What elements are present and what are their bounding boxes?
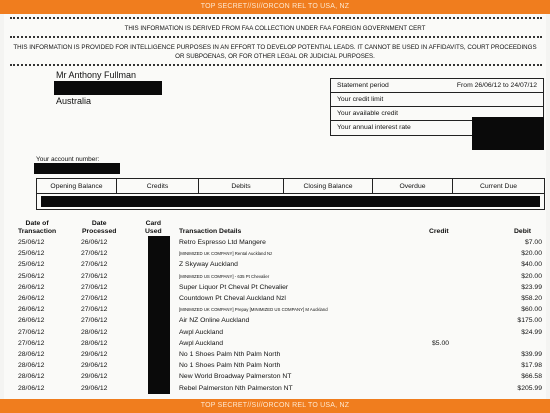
available-credit-label: Your available credit	[337, 110, 398, 117]
account-number-label: Your account number:	[36, 156, 100, 163]
summary-header-debits: Debits	[199, 179, 284, 193]
tx-date: 28/06/12	[18, 362, 45, 370]
redacted-summary-values	[41, 196, 540, 207]
tx-date: 25/06/12	[18, 250, 45, 258]
divider-top	[10, 17, 542, 20]
tx-processed-date: 26/06/12	[81, 239, 108, 246]
statement-page	[4, 14, 546, 399]
divider-middle	[10, 36, 542, 39]
tx-processed-date: 27/06/12	[81, 317, 108, 325]
classification-banner-top: TOP SECRET//SI//ORCON REL TO USA, NZ	[0, 0, 550, 14]
tx-credit: $5.00	[432, 339, 450, 347]
tx-header-credit: Credit	[429, 228, 449, 235]
tx-debit: $66.58	[521, 373, 542, 381]
tx-debit: $60.00	[521, 306, 542, 314]
table-row	[4, 259, 546, 270]
table-row	[4, 293, 546, 304]
tx-date: 25/06/12	[18, 239, 45, 246]
tx-processed-date: 29/06/12	[81, 384, 108, 392]
tx-date: 28/06/12	[18, 384, 45, 392]
summary-header-opening-balance: Opening Balance	[37, 179, 117, 193]
tx-details: [MINIMIZED UK COMPANY] Rental Auckland Nz	[179, 251, 273, 257]
table-row	[4, 360, 546, 371]
interest-rate-label: Your annual interest rate	[337, 124, 411, 131]
summary-header-closing-balance: Closing Balance	[284, 179, 373, 193]
tx-details: New World Broadway Palmerston NT	[179, 373, 292, 381]
tx-processed-date: 27/06/12	[81, 250, 108, 258]
table-row	[4, 371, 546, 382]
redacted-account-number	[34, 163, 120, 174]
tx-date: 25/06/12	[18, 272, 45, 280]
tx-debit: $24.99	[521, 328, 542, 336]
summary-header-overdue: Overdue	[373, 179, 453, 193]
tx-header-date: Date of Transaction	[18, 220, 57, 235]
tx-date: 27/06/12	[18, 328, 45, 336]
tx-details: No 1 Shoes Palm Nth Palm North	[179, 362, 281, 370]
table-row	[4, 304, 546, 315]
table-row	[4, 282, 546, 293]
tx-date: 28/06/12	[18, 373, 45, 381]
table-row	[4, 338, 546, 349]
tx-details: Rebel Palmerston Nth Palmerston NT	[179, 384, 293, 392]
credit-limit-label: Your credit limit	[337, 96, 384, 103]
tx-debit: $7.00	[524, 239, 542, 246]
tx-processed-date: 27/06/12	[81, 261, 108, 269]
table-row	[4, 315, 546, 326]
tx-processed-date: 27/06/12	[81, 306, 108, 314]
tx-header-card: Card Used	[145, 220, 162, 235]
summary-header-current-due: Current Due	[479, 183, 518, 190]
customer-country: Australia	[56, 96, 92, 106]
divider-bottom	[10, 64, 542, 67]
statement-period-row	[331, 79, 543, 93]
table-row	[4, 271, 546, 282]
tx-processed-date: 29/06/12	[81, 351, 108, 358]
tx-processed-date: 27/06/12	[81, 283, 108, 291]
tx-processed-date: 27/06/12	[81, 272, 108, 280]
tx-debit: $58.20	[521, 295, 542, 302]
table-row	[4, 237, 546, 248]
tx-debit: $205.99	[517, 384, 542, 392]
statement-period-value: From 26/06/12 to 24/07/12	[456, 82, 537, 89]
tx-debit: $20.00	[521, 272, 542, 280]
tx-debit: $20.00	[521, 250, 542, 258]
tx-processed-date: 29/06/12	[81, 362, 108, 370]
tx-debit: $17.98	[521, 362, 542, 370]
tx-header-debit: Debit	[514, 228, 531, 235]
table-row	[4, 349, 546, 360]
tx-debit: $39.99	[521, 351, 542, 358]
usage-notice-line2: OR SUBPOENAS, OR FOR OTHER LEGAL OR JUDICIAL PURPOSES.	[175, 53, 375, 60]
tx-header-processed: Date Processed	[82, 220, 117, 235]
tx-processed-date: 28/06/12	[81, 328, 108, 336]
tx-debit: $175.00	[517, 317, 542, 325]
tx-date: 26/06/12	[18, 317, 45, 325]
credit-limit-row	[331, 93, 543, 107]
table-row	[4, 383, 546, 394]
tx-details: Z Skyway Auckland	[179, 261, 238, 269]
customer-name: Mr Anthony Fullman	[56, 70, 137, 80]
tx-details: Countdown Pt Cheval Auckland Nzl	[179, 295, 286, 302]
tx-processed-date: 27/06/12	[81, 295, 108, 302]
collection-notice: THIS INFORMATION IS DERIVED FROM FAA COLLECTION UNDER FAA FOREIGN GOVERNMENT CERT	[124, 25, 426, 32]
tx-header-details: Transaction Details	[179, 228, 242, 235]
tx-date: 25/06/12	[18, 261, 45, 269]
tx-details: Awpl Auckland	[179, 328, 224, 336]
tx-details: [MINIMIZED UK COMPANY] Prepay [MINIMIZED US COMPANY] M Auckland	[179, 307, 328, 313]
tx-details: Air NZ Online Auckland	[179, 317, 250, 325]
tx-date: 26/06/12	[18, 283, 45, 291]
tx-details: [MINIMIZED US COMPANY] - 635 Pt Chevalier	[179, 273, 270, 279]
usage-notice-line1: THIS INFORMATION IS PROVIDED FOR INTELLIGENCE PURPOSES IN AN EFFORT TO DEVELOP POTENTIAL LEADS. IT CANNOT BE USED IN AFFIDAVITS, COURT PROCEEDINGS	[13, 44, 537, 51]
table-row	[4, 248, 546, 259]
tx-details: Super Liquor Pt Cheval Pt Chevalier	[179, 283, 289, 291]
tx-date: 28/06/12	[18, 351, 45, 358]
classification-banner-bottom: TOP SECRET//SI//ORCON REL TO USA, NZ	[0, 399, 550, 413]
summary-header-credits: Credits	[117, 179, 199, 193]
tx-details: Retro Espresso Ltd Mangere	[179, 239, 266, 246]
tx-date: 26/06/12	[18, 306, 45, 314]
statement-period-label: Statement period	[337, 82, 389, 89]
account-summary-table	[36, 178, 545, 210]
table-row	[4, 327, 546, 338]
tx-debit: $40.00	[521, 261, 542, 269]
redacted-address	[54, 81, 162, 95]
tx-processed-date: 28/06/12	[81, 339, 108, 347]
tx-debit: $23.99	[521, 283, 542, 291]
summary-header-row	[37, 179, 544, 194]
tx-date: 27/06/12	[18, 339, 45, 347]
tx-date: 26/06/12	[18, 295, 45, 302]
redacted-statement-values	[472, 117, 544, 150]
tx-details: No 1 Shoes Palm Nth Palm North	[179, 351, 281, 358]
tx-processed-date: 29/06/12	[81, 373, 108, 381]
tx-details: Awpl Auckland	[179, 339, 224, 347]
